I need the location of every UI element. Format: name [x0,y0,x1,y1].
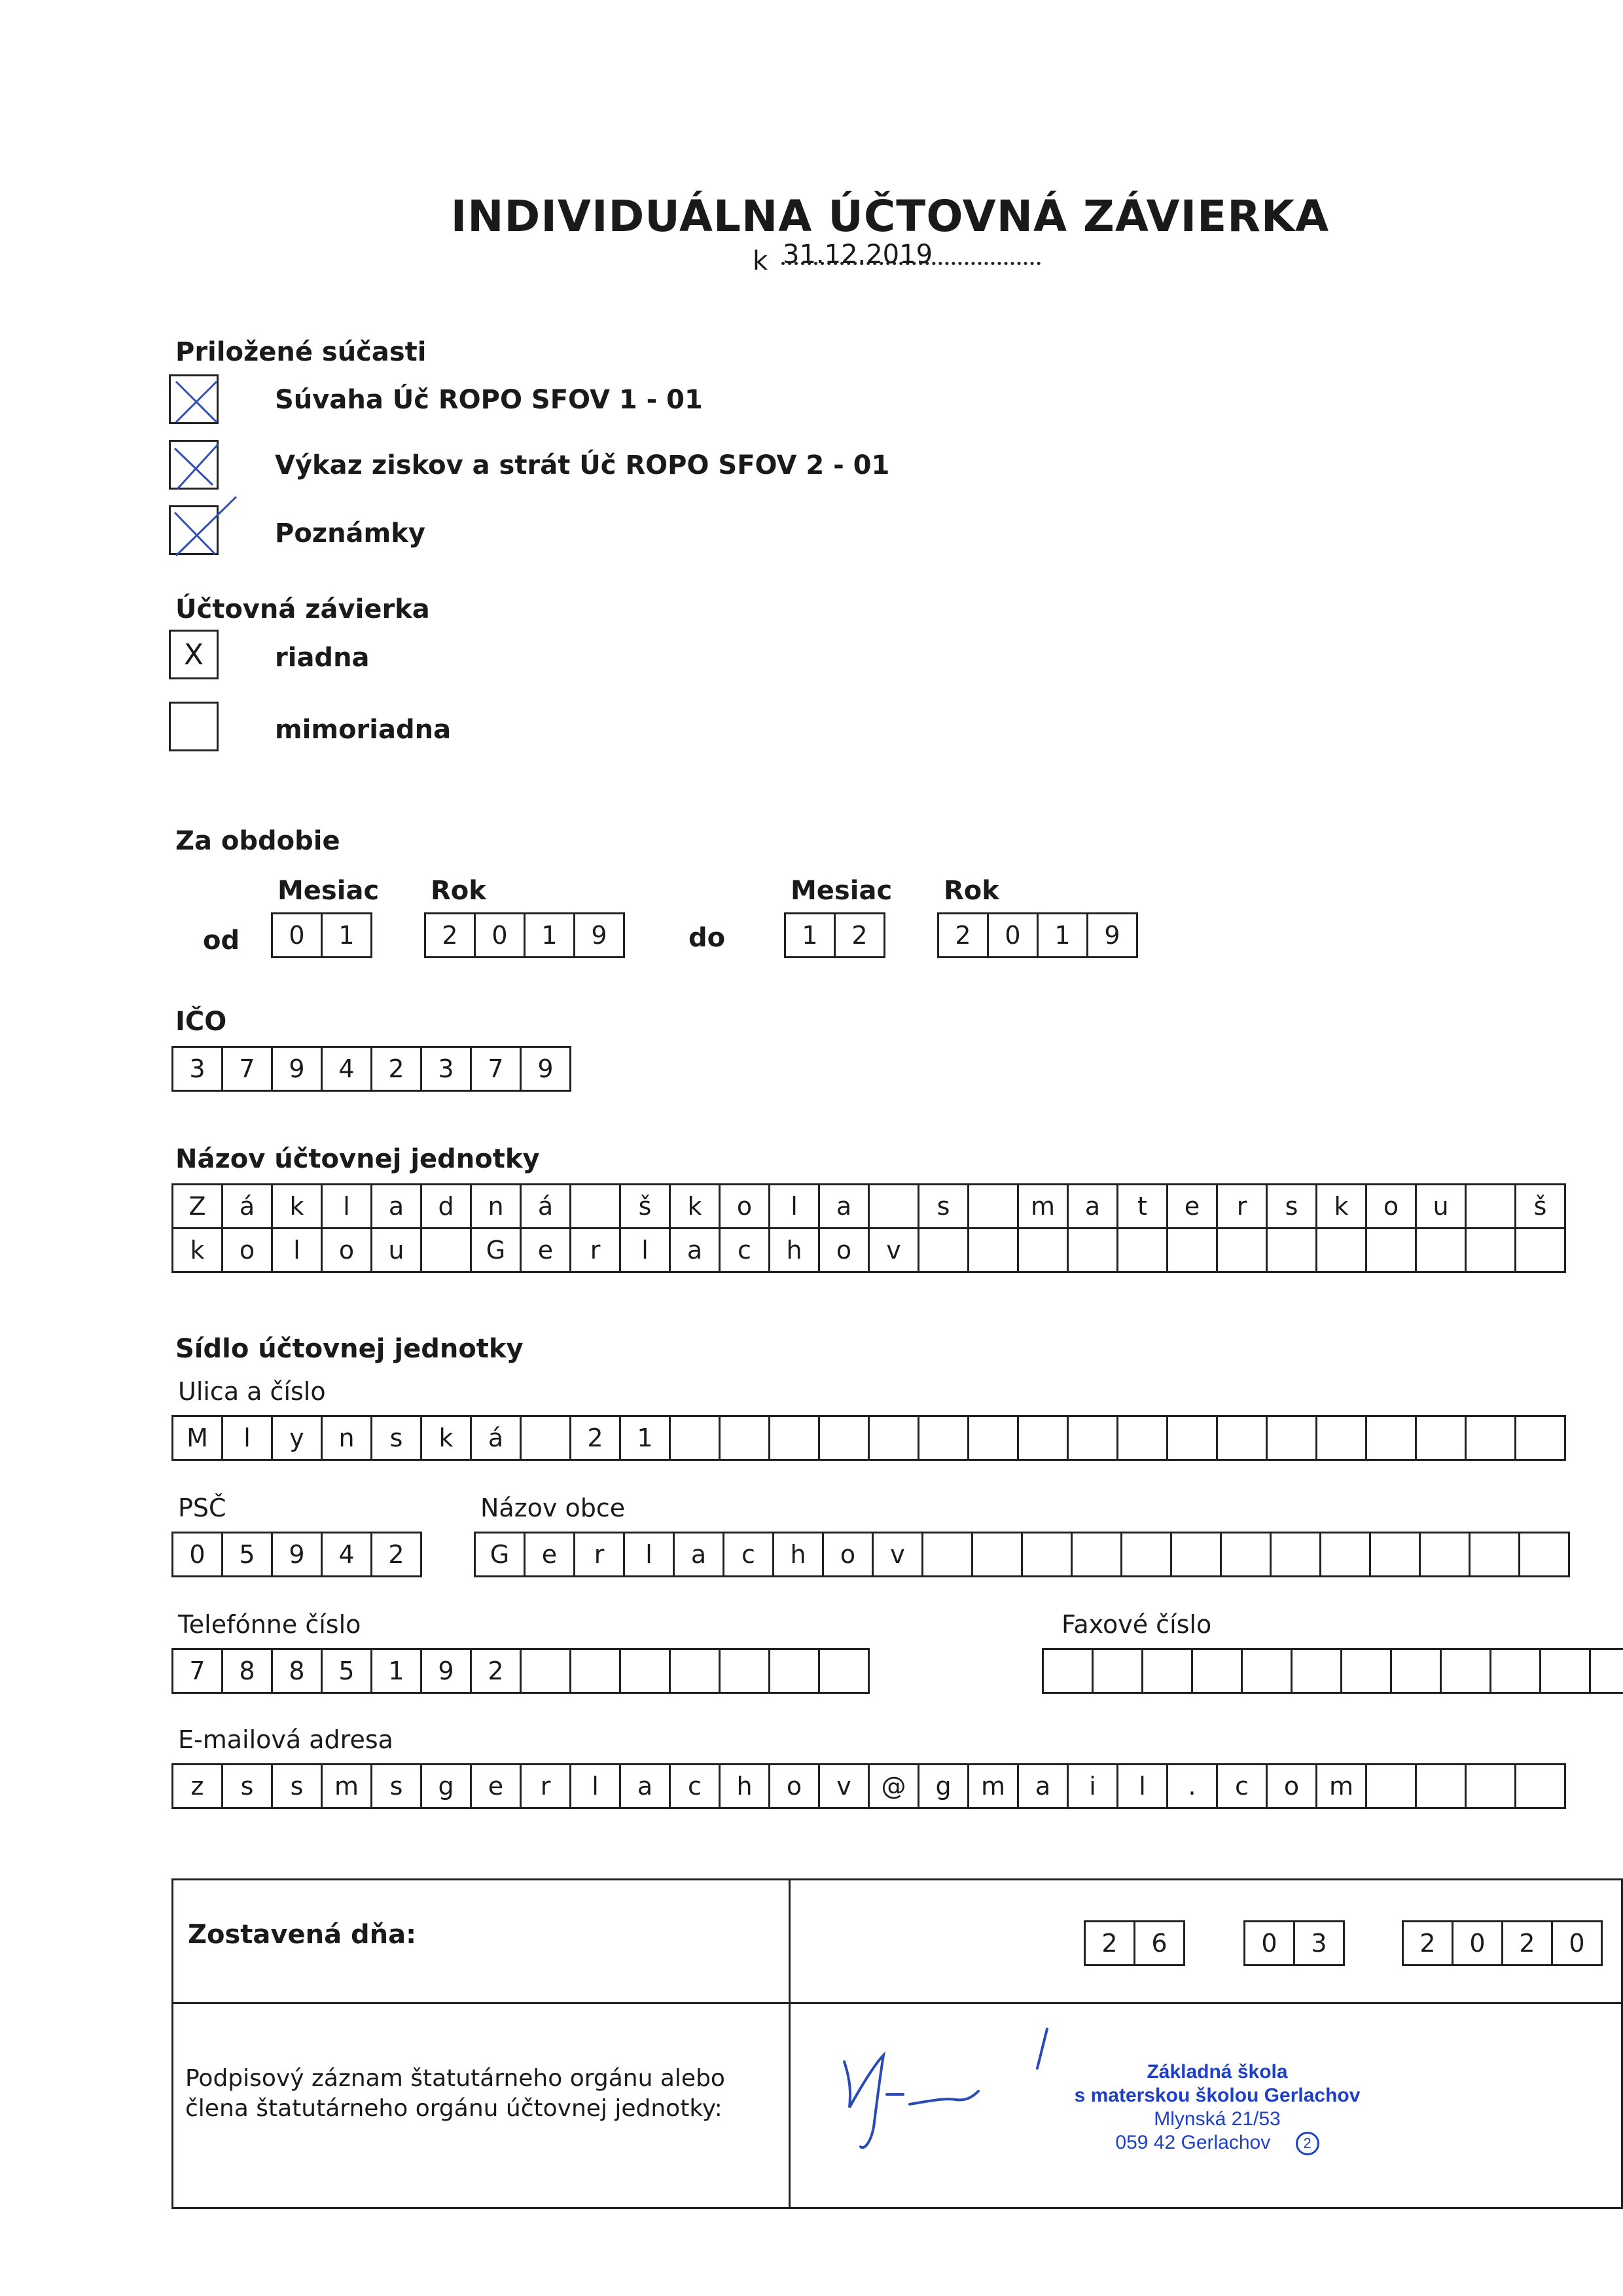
to-year-field[interactable] [937,912,1138,958]
char-cell: 4 [321,1532,372,1577]
char-cell [1216,1227,1268,1273]
document-title: INDIVIDUÁLNA ÚČTOVNÁ ZÁVIERKA [450,191,1330,242]
psc-label: PSČ [178,1494,226,1522]
footer-divider [173,2002,1621,2004]
char-cell [1216,1415,1268,1461]
char-cell [1319,1532,1371,1577]
char-cell: 9 [271,1532,323,1577]
char-cell [1315,1415,1367,1461]
digit-cell: 0 [474,912,526,958]
cross-mark-icon [171,497,243,556]
char-cell [1141,1648,1193,1694]
char-cell: k [669,1183,721,1229]
char-cell: 2 [470,1648,522,1694]
char-cell [1266,1227,1317,1273]
char-cell [921,1532,973,1577]
char-cell: z [171,1763,223,1809]
char-cell: a [1067,1183,1118,1229]
phone-field[interactable] [171,1648,870,1694]
footer-column-divider [789,1880,791,2207]
char-cell [1092,1648,1143,1694]
extraordinary-statement-label: mimoriadna [275,715,452,745]
char-cell [569,1183,621,1229]
char-cell [1116,1227,1168,1273]
char-cell: l [221,1415,273,1461]
handwritten-signature [825,2022,1073,2166]
char-cell: s [918,1183,969,1229]
char-cell: s [370,1763,422,1809]
char-cell: 9 [420,1648,472,1694]
char-cell: @ [868,1763,919,1809]
stamp-line-4 [1060,2131,1374,2155]
char-cell: 2 [370,1532,422,1577]
from-month-field[interactable] [271,912,372,958]
char-cell [967,1415,1019,1461]
ico-field[interactable] [171,1046,571,1092]
char-cell: k [1315,1183,1367,1229]
char-cell: g [420,1763,472,1809]
date-line [753,240,933,277]
attachment-balance-checkbox[interactable] [169,374,219,424]
char-cell: l [623,1532,675,1577]
char-cell: š [619,1183,671,1229]
char-cell: o [768,1763,820,1809]
from-year-label: Rok [431,876,486,906]
char-cell: á [470,1415,522,1461]
phone-label: Telefónne číslo [178,1610,361,1639]
char-cell: 8 [221,1648,273,1694]
char-cell: . [1166,1763,1218,1809]
char-cell: o [321,1227,372,1273]
char-cell [719,1415,770,1461]
digit-cell: 2 [370,1046,422,1092]
digit-cell: 7 [221,1046,273,1092]
char-cell: 2 [569,1415,621,1461]
char-cell [1390,1648,1442,1694]
char-cell [1220,1532,1272,1577]
char-cell: á [520,1183,571,1229]
char-cell: h [772,1532,824,1577]
char-cell [1465,1763,1516,1809]
digit-cell: 0 [271,912,323,958]
attachment-income-checkbox[interactable] [169,440,219,490]
char-cell: s [370,1415,422,1461]
char-cell: e [524,1532,575,1577]
char-cell [1365,1763,1417,1809]
digit-cell: 9 [573,912,625,958]
attachment-income-label: Výkaz ziskov a strát Úč ROPO SFOV 2 - 01 [275,450,890,480]
attachment-notes-checkbox[interactable] [169,505,219,555]
char-cell [619,1648,671,1694]
entity-name-label: Názov účtovnej jednotky [175,1144,540,1174]
signature-label [185,2064,725,2124]
char-cell [1241,1648,1293,1694]
char-cell [1166,1227,1218,1273]
char-cell [1365,1415,1417,1461]
attachment-balance-label: Súvaha Úč ROPO SFOV 1 - 01 [275,385,703,415]
char-cell [1465,1415,1516,1461]
digit-cell: 2 [834,912,885,958]
char-cell: g [918,1763,969,1809]
attachments-heading: Priložené súčasti [175,337,427,367]
char-cell [1270,1532,1321,1577]
digit-cell: 9 [271,1046,323,1092]
char-cell: l [569,1763,621,1809]
char-cell: G [474,1532,526,1577]
char-cell: a [818,1183,870,1229]
char-cell: G [470,1227,522,1273]
psc-field[interactable] [171,1532,422,1577]
char-cell: l [321,1183,372,1229]
from-year-field[interactable] [424,912,625,958]
char-cell [420,1227,472,1273]
email-label: E-mailová adresa [178,1725,393,1754]
digit-cell: 9 [1086,912,1138,958]
stamp-line-1: Základná škola [1147,2061,1288,2083]
char-cell: 2 [1501,1920,1553,1966]
char-cell [1340,1648,1392,1694]
fax-field[interactable] [1042,1648,1623,1694]
char-cell [1440,1648,1491,1694]
char-cell [1489,1648,1541,1694]
entity-name-row-1 [171,1183,1566,1229]
digit-cell: 1 [1037,912,1088,958]
stamp-address: 059 42 Gerlachov [1115,2132,1271,2153]
compiled-day-field[interactable] [1084,1920,1185,1966]
char-cell: l [1116,1763,1168,1809]
char-cell: v [868,1227,919,1273]
char-cell: a [619,1763,671,1809]
char-cell: k [420,1415,472,1461]
char-cell: 5 [321,1648,372,1694]
char-cell [1071,1532,1122,1577]
char-cell: 0 [171,1532,223,1577]
char-cell: r [569,1227,621,1273]
fax-label: Faxové číslo [1061,1610,1212,1639]
char-cell: n [321,1415,372,1461]
char-cell [1469,1532,1520,1577]
char-cell [868,1183,919,1229]
char-cell: v [872,1532,923,1577]
char-cell [971,1532,1023,1577]
char-cell: M [171,1415,223,1461]
char-cell [1514,1415,1566,1461]
char-cell: 0 [1452,1920,1503,1966]
entity-name-row-2 [171,1227,1566,1273]
char-cell: t [1116,1183,1168,1229]
char-cell [1017,1227,1069,1273]
char-cell: l [271,1227,323,1273]
to-year-label: Rok [944,876,999,906]
report-date[interactable]: 31.12.2019 [783,240,933,270]
char-cell [1415,1227,1467,1273]
char-cell: n [470,1183,522,1229]
street-field[interactable] [171,1415,1566,1461]
stamp-circled-mark: 2 [1296,2132,1319,2155]
char-cell: a [673,1532,724,1577]
char-cell [818,1648,870,1694]
char-cell: 2 [1402,1920,1454,1966]
char-cell: h [719,1763,770,1809]
char-cell [1415,1415,1467,1461]
char-cell: c [1216,1763,1268,1809]
from-label: od [203,925,240,956]
attachment-notes-label: Poznámky [275,518,425,548]
char-cell: k [271,1183,323,1229]
char-cell: y [271,1415,323,1461]
to-month-field[interactable] [784,912,885,958]
char-cell: r [520,1763,571,1809]
stamp-line-2: s materskou školou Gerlachov [1074,2085,1361,2106]
char-cell [1514,1763,1566,1809]
char-cell [1539,1648,1591,1694]
char-cell [520,1648,571,1694]
char-cell [669,1415,721,1461]
regular-statement-label: riadna [275,643,370,673]
char-cell [1191,1648,1243,1694]
email-field[interactable] [171,1763,1566,1809]
char-cell: d [420,1183,472,1229]
period-heading: Za obdobie [175,826,340,856]
char-cell: o [1266,1763,1317,1809]
digit-cell: 1 [524,912,575,958]
compiled-month-field[interactable] [1243,1920,1345,1966]
char-cell: 8 [271,1648,323,1694]
char-cell: o [221,1227,273,1273]
compiled-year-field[interactable] [1402,1920,1603,1966]
char-cell [1021,1532,1073,1577]
char-cell: a [669,1227,721,1273]
char-cell [1465,1227,1516,1273]
compiled-date-label: Zostavená dňa: [188,1920,417,1950]
char-cell: 1 [370,1648,422,1694]
entity-name-field[interactable] [171,1183,1566,1273]
digit-cell: 1 [321,912,372,958]
char-cell [1518,1532,1570,1577]
street-label: Ulica a číslo [178,1377,326,1406]
char-cell [569,1648,621,1694]
char-cell: h [768,1227,820,1273]
char-cell: 1 [619,1415,671,1461]
char-cell: o [822,1532,874,1577]
from-month-label: Mesiac [277,876,380,906]
school-stamp [1060,2060,1374,2155]
char-cell: 6 [1133,1920,1185,1966]
char-cell: a [370,1183,422,1229]
char-cell [669,1648,721,1694]
char-cell: u [1415,1183,1467,1229]
char-cell [719,1648,770,1694]
address-heading: Sídlo účtovnej jednotky [175,1334,524,1364]
cross-mark-icon [171,376,221,426]
char-cell: m [1315,1763,1367,1809]
char-cell [1116,1415,1168,1461]
char-cell: o [719,1183,770,1229]
digit-cell: 0 [987,912,1039,958]
char-cell: u [370,1227,422,1273]
regular-statement-checkbox[interactable]: X [169,630,219,679]
char-cell: 5 [221,1532,273,1577]
char-cell: k [171,1227,223,1273]
date-prefix: k [753,246,768,276]
char-cell [1291,1648,1342,1694]
char-cell [967,1183,1019,1229]
char-cell [918,1227,969,1273]
char-cell: á [221,1183,273,1229]
char-cell [1166,1415,1218,1461]
char-cell: o [818,1227,870,1273]
char-cell: m [967,1763,1019,1809]
city-label: Názov obce [480,1494,626,1522]
char-cell: v [818,1763,870,1809]
digit-cell: 4 [321,1046,372,1092]
char-cell: r [1216,1183,1268,1229]
char-cell: 2 [1084,1920,1135,1966]
char-cell: Z [171,1183,223,1229]
city-field[interactable] [474,1532,1570,1577]
char-cell: e [1166,1183,1218,1229]
to-month-label: Mesiac [791,876,893,906]
char-cell: e [470,1763,522,1809]
char-cell [918,1415,969,1461]
char-cell [1419,1532,1471,1577]
digit-cell: 2 [424,912,476,958]
char-cell: m [321,1763,372,1809]
char-cell [967,1227,1019,1273]
char-cell [768,1648,820,1694]
char-cell [1369,1532,1421,1577]
digit-cell: 2 [937,912,989,958]
char-cell: o [1365,1183,1417,1229]
char-cell: 7 [171,1648,223,1694]
char-cell [1017,1415,1069,1461]
digit-cell: 7 [470,1046,522,1092]
char-cell: š [1514,1183,1566,1229]
char-cell: r [573,1532,625,1577]
char-cell [818,1415,870,1461]
char-cell: 3 [1293,1920,1345,1966]
char-cell [1120,1532,1172,1577]
char-cell [1067,1227,1118,1273]
char-cell: s [221,1763,273,1809]
ico-label: IČO [175,1007,227,1037]
char-cell [1514,1227,1566,1273]
char-cell [1315,1227,1367,1273]
char-cell [1589,1648,1623,1694]
signature-label-line-1: Podpisový záznam štatutárneho orgánu alebo [185,2065,725,2092]
extraordinary-statement-checkbox[interactable] [169,702,219,751]
char-cell [1465,1183,1516,1229]
char-cell: l [768,1183,820,1229]
cross-mark-icon [171,442,221,492]
to-label: do [688,923,726,953]
date-dotted-line [781,262,1041,265]
char-cell [1170,1532,1222,1577]
char-cell: s [271,1763,323,1809]
char-cell: 0 [1243,1920,1295,1966]
char-cell [868,1415,919,1461]
char-cell: i [1067,1763,1118,1809]
char-cell: a [1017,1763,1069,1809]
char-cell [1266,1415,1317,1461]
char-cell [768,1415,820,1461]
stamp-line-3: Mlynská 21/53 [1154,2108,1281,2130]
char-cell: c [719,1227,770,1273]
char-cell: c [669,1763,721,1809]
digit-cell: 1 [784,912,836,958]
char-cell: c [722,1532,774,1577]
digit-cell: 9 [520,1046,571,1092]
char-cell: l [619,1227,671,1273]
digit-cell: 3 [171,1046,223,1092]
char-cell [1042,1648,1094,1694]
char-cell [1365,1227,1417,1273]
char-cell [1067,1415,1118,1461]
signature-label-line-2: člena štatutárneho orgánu účtovnej jednotky: [185,2095,722,2122]
digit-cell: 3 [420,1046,472,1092]
char-cell [520,1415,571,1461]
char-cell: e [520,1227,571,1273]
statement-type-heading: Účtovná závierka [175,594,430,624]
char-cell: m [1017,1183,1069,1229]
char-cell: s [1266,1183,1317,1229]
char-cell: 0 [1551,1920,1603,1966]
char-cell [1415,1763,1467,1809]
